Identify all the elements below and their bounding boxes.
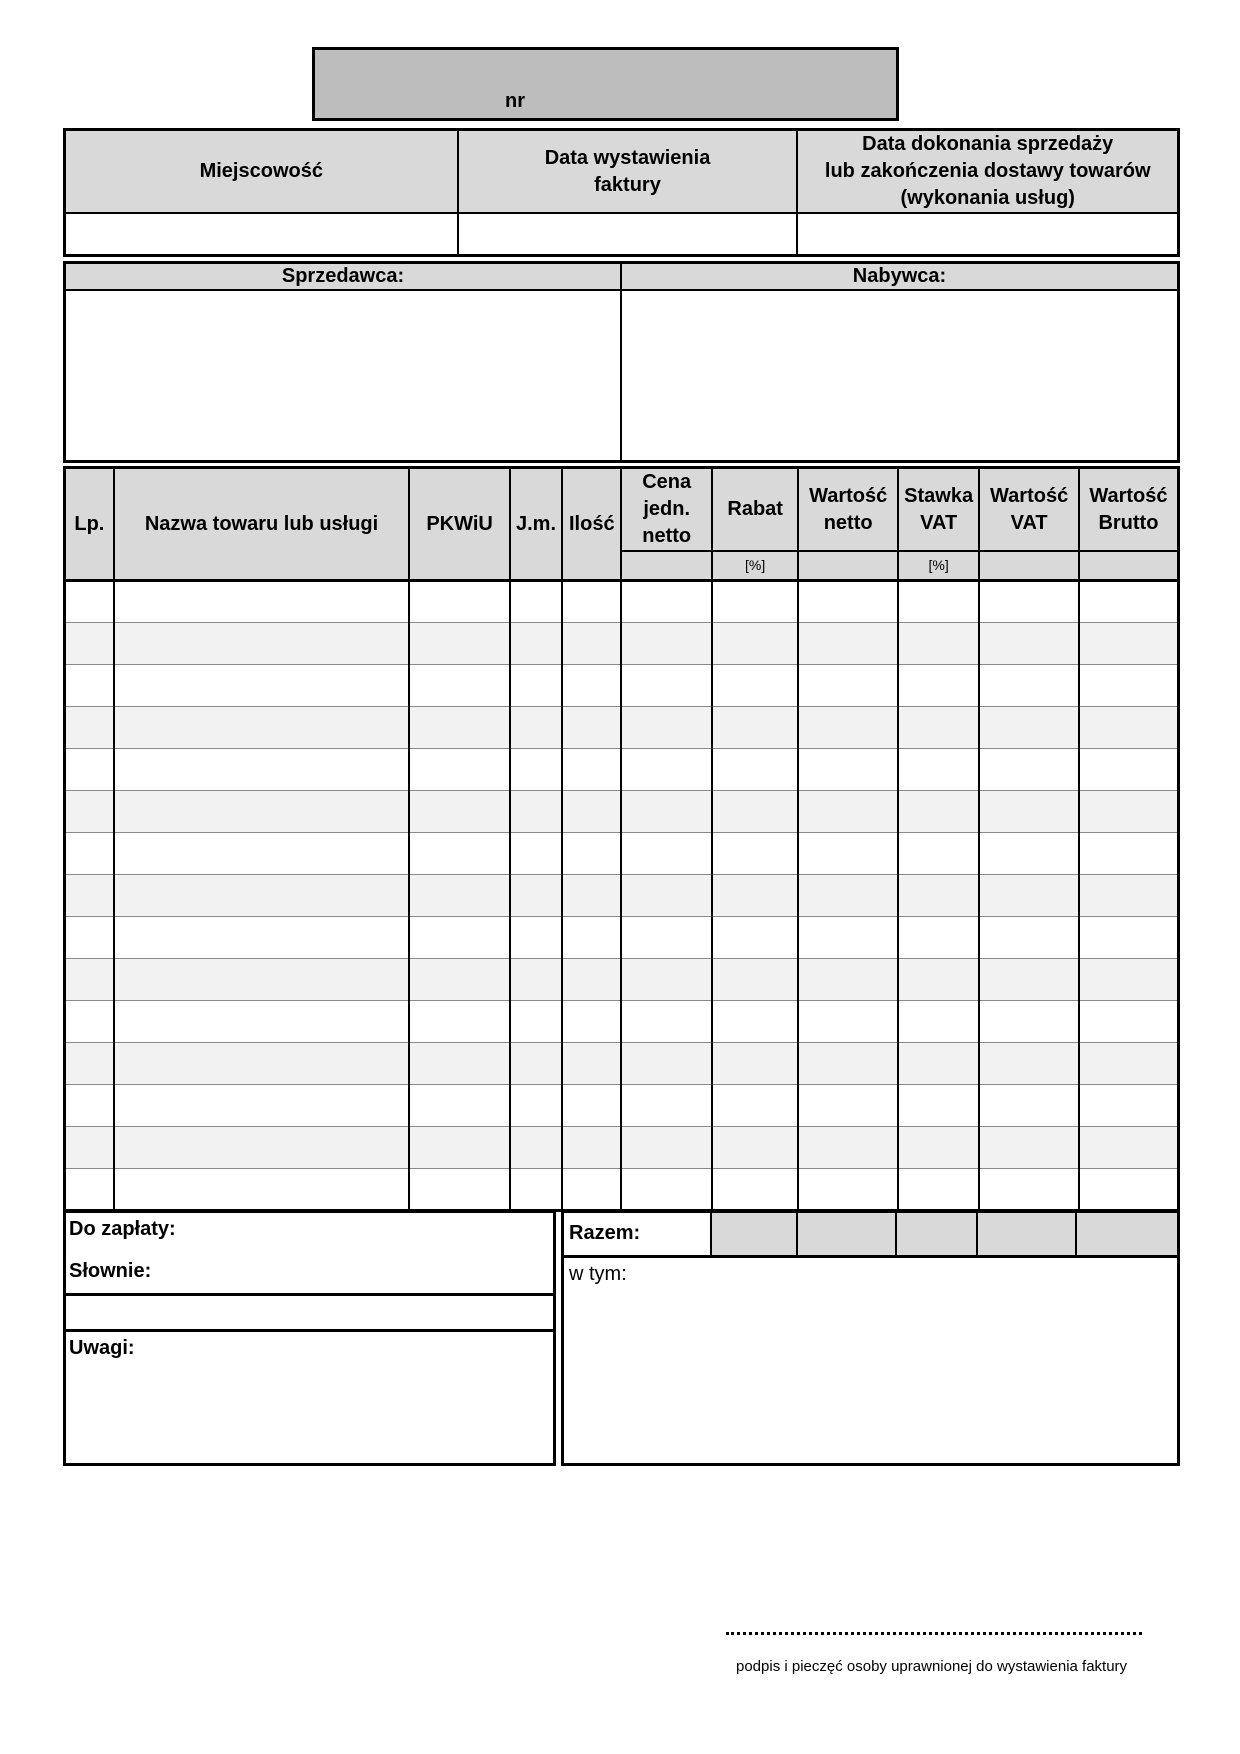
item-vat-rate-cell[interactable] (898, 665, 979, 707)
item-discount-cell[interactable] (712, 917, 798, 959)
item-name-cell[interactable] (114, 833, 410, 875)
net-value-unit (798, 551, 898, 581)
invoice-title-box (312, 47, 899, 121)
item-discount-cell[interactable] (712, 1043, 798, 1085)
item-qty-cell[interactable] (562, 833, 621, 875)
item-vat-value-cell[interactable] (979, 791, 1079, 833)
item-lp-cell[interactable] (65, 707, 114, 749)
item-unit-cell[interactable] (510, 1001, 562, 1043)
item-unit-cell[interactable] (510, 1169, 562, 1211)
item-vat-rate-cell[interactable] (898, 1043, 979, 1085)
item-gross-value-cell[interactable] (1079, 707, 1179, 749)
item-vat-rate-cell[interactable] (898, 833, 979, 875)
item-discount-cell[interactable] (712, 623, 798, 665)
item-qty-cell[interactable] (562, 875, 621, 917)
item-net-value-cell[interactable] (798, 623, 898, 665)
item-unit-price-cell[interactable] (621, 581, 711, 623)
item-row (65, 875, 1179, 917)
item-lp-cell[interactable] (65, 959, 114, 1001)
item-vat-value-cell[interactable] (979, 959, 1079, 1001)
item-lp-cell[interactable] (65, 623, 114, 665)
item-vat-value-cell[interactable] (979, 1169, 1079, 1211)
item-lp-cell[interactable] (65, 1001, 114, 1043)
item-qty-cell[interactable] (562, 1085, 621, 1127)
place-label: Miejscowość (65, 130, 458, 214)
item-unit-price-cell[interactable] (621, 917, 711, 959)
item-gross-value-cell[interactable] (1079, 875, 1179, 917)
item-vat-value-cell[interactable] (979, 833, 1079, 875)
item-vat-value-cell[interactable] (979, 875, 1079, 917)
item-lp-cell[interactable] (65, 1043, 114, 1085)
vat-value-unit (979, 551, 1079, 581)
total-discount-cell[interactable] (710, 1213, 796, 1255)
total-label: Razem: (569, 1222, 641, 1244)
item-row (65, 1001, 1179, 1043)
col-pkwiu: PKWiU (409, 468, 510, 581)
item-net-value-cell[interactable] (798, 1085, 898, 1127)
item-discount-cell[interactable] (712, 1085, 798, 1127)
item-pkwiu-cell[interactable] (409, 833, 510, 875)
issue-date-label: Data wystawienia faktury (458, 130, 798, 214)
item-name-cell[interactable] (114, 875, 410, 917)
item-discount-cell[interactable] (712, 1127, 798, 1169)
item-qty-cell[interactable] (562, 959, 621, 1001)
item-name-cell[interactable] (114, 1043, 410, 1085)
item-unit-cell[interactable] (510, 581, 562, 623)
item-net-value-cell[interactable] (798, 1001, 898, 1043)
item-vat-rate-cell[interactable] (898, 749, 979, 791)
item-row (65, 833, 1179, 875)
item-unit-cell[interactable] (510, 959, 562, 1001)
item-row (65, 1043, 1179, 1085)
item-vat-rate-cell[interactable] (898, 1169, 979, 1211)
item-lp-cell[interactable] (65, 581, 114, 623)
item-unit-cell[interactable] (510, 623, 562, 665)
item-pkwiu-cell[interactable] (409, 1169, 510, 1211)
items-table (63, 466, 1180, 1212)
item-name-cell[interactable] (114, 1169, 410, 1211)
item-name-cell[interactable] (114, 707, 410, 749)
item-gross-value-cell[interactable] (1079, 917, 1179, 959)
item-unit-cell[interactable] (510, 875, 562, 917)
item-unit-cell[interactable] (510, 917, 562, 959)
payment-summary-box (63, 1210, 556, 1466)
col-lp: Lp. (65, 468, 114, 581)
item-net-value-cell[interactable] (798, 875, 898, 917)
item-pkwiu-cell[interactable] (409, 1127, 510, 1169)
item-row (65, 1169, 1179, 1211)
notes-label: Uwagi: (69, 1337, 135, 1359)
item-gross-value-cell[interactable] (1079, 833, 1179, 875)
item-net-value-cell[interactable] (798, 707, 898, 749)
item-unit-price-cell[interactable] (621, 1169, 711, 1211)
item-name-cell[interactable] (114, 959, 410, 1001)
sale-date-label: Data dokonania sprzedaży lub zakończenia dostawy towarów (wykonania usług) (797, 130, 1178, 214)
to-pay-label: Do zapłaty: (69, 1218, 176, 1240)
item-vat-rate-cell[interactable] (898, 959, 979, 1001)
item-vat-rate-cell[interactable] (898, 917, 979, 959)
unit-price-unit (621, 551, 711, 581)
sale-date-field[interactable] (797, 213, 1178, 255)
item-qty-cell[interactable] (562, 1043, 621, 1085)
item-pkwiu-cell[interactable] (409, 749, 510, 791)
item-net-value-cell[interactable] (798, 665, 898, 707)
item-name-cell[interactable] (114, 917, 410, 959)
item-pkwiu-cell[interactable] (409, 1001, 510, 1043)
col-gross-value: Wartość Brutto (1079, 468, 1179, 552)
item-qty-cell[interactable] (562, 1169, 621, 1211)
item-net-value-cell[interactable] (798, 1043, 898, 1085)
item-unit-price-cell[interactable] (621, 623, 711, 665)
item-row (65, 623, 1179, 665)
item-lp-cell[interactable] (65, 875, 114, 917)
item-unit-price-cell[interactable] (621, 749, 711, 791)
item-row (65, 917, 1179, 959)
item-name-cell[interactable] (114, 749, 410, 791)
item-net-value-cell[interactable] (798, 791, 898, 833)
item-vat-value-cell[interactable] (979, 1001, 1079, 1043)
item-net-value-cell[interactable] (798, 833, 898, 875)
item-qty-cell[interactable] (562, 707, 621, 749)
item-pkwiu-cell[interactable] (409, 1085, 510, 1127)
item-lp-cell[interactable] (65, 1127, 114, 1169)
item-vat-value-cell[interactable] (979, 917, 1079, 959)
col-name: Nazwa towaru lub usługi (114, 468, 410, 581)
item-unit-price-cell[interactable] (621, 1127, 711, 1169)
item-gross-value-cell[interactable] (1079, 665, 1179, 707)
item-pkwiu-cell[interactable] (409, 707, 510, 749)
item-gross-value-cell[interactable] (1079, 1169, 1179, 1211)
item-vat-rate-cell[interactable] (898, 791, 979, 833)
item-unit-price-cell[interactable] (621, 1043, 711, 1085)
item-discount-cell[interactable] (712, 875, 798, 917)
col-qty: Ilość (562, 468, 621, 581)
item-net-value-cell[interactable] (798, 1169, 898, 1211)
item-unit-price-cell[interactable] (621, 833, 711, 875)
item-lp-cell[interactable] (65, 833, 114, 875)
item-unit-cell[interactable] (510, 1127, 562, 1169)
item-vat-value-cell[interactable] (979, 707, 1079, 749)
col-unit: J.m. (510, 468, 562, 581)
item-pkwiu-cell[interactable] (409, 791, 510, 833)
item-name-cell[interactable] (114, 1127, 410, 1169)
item-gross-value-cell[interactable] (1079, 623, 1179, 665)
item-unit-price-cell[interactable] (621, 791, 711, 833)
issue-date-field[interactable] (458, 213, 798, 255)
item-net-value-cell[interactable] (798, 749, 898, 791)
item-qty-cell[interactable] (562, 665, 621, 707)
item-gross-value-cell[interactable] (1079, 1127, 1179, 1169)
seller-label: Sprzedawca: (65, 263, 621, 290)
item-vat-rate-cell[interactable] (898, 1085, 979, 1127)
item-qty-cell[interactable] (562, 917, 621, 959)
item-qty-cell[interactable] (562, 791, 621, 833)
vat-rate-unit: [%] (898, 551, 979, 581)
item-pkwiu-cell[interactable] (409, 1043, 510, 1085)
invoice-number-label: nr (505, 90, 525, 112)
item-net-value-cell[interactable] (798, 1127, 898, 1169)
item-row (65, 665, 1179, 707)
col-discount: Rabat (712, 468, 798, 552)
col-net-value: Wartość netto (798, 468, 898, 552)
signature-caption: podpis i pieczęć osoby uprawnionej do wystawienia faktury (736, 1658, 1128, 1675)
item-discount-cell[interactable] (712, 959, 798, 1001)
buyer-field[interactable] (621, 290, 1179, 462)
item-name-cell[interactable] (114, 665, 410, 707)
in-words-label: Słownie: (69, 1260, 152, 1282)
gross-value-unit (1079, 551, 1179, 581)
item-net-value-cell[interactable] (798, 581, 898, 623)
item-vat-rate-cell[interactable] (898, 1127, 979, 1169)
item-gross-value-cell[interactable] (1079, 581, 1179, 623)
item-unit-price-cell[interactable] (621, 665, 711, 707)
items-body (65, 581, 1179, 1211)
item-name-cell[interactable] (114, 791, 410, 833)
item-vat-rate-cell[interactable] (898, 707, 979, 749)
including-label: w tym: (569, 1263, 627, 1285)
item-row (65, 581, 1179, 623)
item-row (65, 1085, 1179, 1127)
item-pkwiu-cell[interactable] (409, 665, 510, 707)
item-vat-value-cell[interactable] (979, 623, 1079, 665)
item-row (65, 707, 1179, 749)
item-discount-cell[interactable] (712, 1169, 798, 1211)
item-qty-cell[interactable] (562, 1001, 621, 1043)
item-vat-rate-cell[interactable] (898, 1001, 979, 1043)
place-field[interactable] (65, 213, 458, 255)
item-discount-cell[interactable] (712, 581, 798, 623)
discount-unit: [%] (712, 551, 798, 581)
item-pkwiu-cell[interactable] (409, 917, 510, 959)
item-qty-cell[interactable] (562, 1127, 621, 1169)
totals-row (564, 1213, 1177, 1258)
total-net-cell[interactable] (796, 1213, 895, 1255)
item-net-value-cell[interactable] (798, 917, 898, 959)
item-vat-value-cell[interactable] (979, 665, 1079, 707)
item-name-cell[interactable] (114, 1001, 410, 1043)
item-unit-price-cell[interactable] (621, 1001, 711, 1043)
invoice-header-table (63, 128, 1180, 257)
item-vat-rate-cell[interactable] (898, 581, 979, 623)
item-discount-cell[interactable] (712, 749, 798, 791)
notes-divider (66, 1329, 553, 1332)
item-unit-price-cell[interactable] (621, 1085, 711, 1127)
item-gross-value-cell[interactable] (1079, 959, 1179, 1001)
item-row (65, 749, 1179, 791)
signature-line[interactable] (726, 1632, 1142, 1635)
item-qty-cell[interactable] (562, 749, 621, 791)
buyer-label: Nabywca: (621, 263, 1179, 290)
item-lp-cell[interactable] (65, 665, 114, 707)
item-net-value-cell[interactable] (798, 959, 898, 1001)
item-unit-cell[interactable] (510, 791, 562, 833)
item-qty-cell[interactable] (562, 581, 621, 623)
item-lp-cell[interactable] (65, 1169, 114, 1211)
item-row (65, 791, 1179, 833)
item-pkwiu-cell[interactable] (409, 581, 510, 623)
item-gross-value-cell[interactable] (1079, 791, 1179, 833)
totals-box (561, 1210, 1180, 1466)
item-name-cell[interactable] (114, 1085, 410, 1127)
item-unit-cell[interactable] (510, 1043, 562, 1085)
parties-table (63, 261, 1180, 463)
item-unit-cell[interactable] (510, 665, 562, 707)
col-unit-price: Cena jedn. netto (621, 468, 711, 552)
item-vat-value-cell[interactable] (979, 749, 1079, 791)
item-vat-value-cell[interactable] (979, 1085, 1079, 1127)
item-gross-value-cell[interactable] (1079, 749, 1179, 791)
item-vat-rate-cell[interactable] (898, 875, 979, 917)
item-unit-price-cell[interactable] (621, 875, 711, 917)
item-vat-value-cell[interactable] (979, 1127, 1079, 1169)
item-discount-cell[interactable] (712, 791, 798, 833)
item-unit-price-cell[interactable] (621, 707, 711, 749)
total-gross-cell[interactable] (1075, 1213, 1177, 1255)
item-name-cell[interactable] (114, 581, 410, 623)
item-gross-value-cell[interactable] (1079, 1001, 1179, 1043)
item-pkwiu-cell[interactable] (409, 623, 510, 665)
item-lp-cell[interactable] (65, 917, 114, 959)
item-vat-value-cell[interactable] (979, 1043, 1079, 1085)
item-lp-cell[interactable] (65, 1085, 114, 1127)
item-unit-cell[interactable] (510, 749, 562, 791)
in-words-field[interactable] (66, 1296, 553, 1329)
item-unit-price-cell[interactable] (621, 959, 711, 1001)
item-qty-cell[interactable] (562, 623, 621, 665)
item-pkwiu-cell[interactable] (409, 875, 510, 917)
item-discount-cell[interactable] (712, 665, 798, 707)
item-pkwiu-cell[interactable] (409, 959, 510, 1001)
col-vat-rate: Stawka VAT (898, 468, 979, 552)
item-unit-cell[interactable] (510, 1085, 562, 1127)
item-unit-cell[interactable] (510, 707, 562, 749)
col-vat-value: Wartość VAT (979, 468, 1079, 552)
item-lp-cell[interactable] (65, 749, 114, 791)
item-row (65, 1127, 1179, 1169)
item-discount-cell[interactable] (712, 833, 798, 875)
item-name-cell[interactable] (114, 623, 410, 665)
item-discount-cell[interactable] (712, 707, 798, 749)
total-vat-rate-cell[interactable] (895, 1213, 976, 1255)
item-discount-cell[interactable] (712, 1001, 798, 1043)
total-vat-cell[interactable] (976, 1213, 1075, 1255)
item-gross-value-cell[interactable] (1079, 1085, 1179, 1127)
item-lp-cell[interactable] (65, 791, 114, 833)
item-unit-cell[interactable] (510, 833, 562, 875)
item-row (65, 959, 1179, 1001)
item-vat-rate-cell[interactable] (898, 623, 979, 665)
item-gross-value-cell[interactable] (1079, 1043, 1179, 1085)
item-vat-value-cell[interactable] (979, 581, 1079, 623)
seller-field[interactable] (65, 290, 621, 462)
